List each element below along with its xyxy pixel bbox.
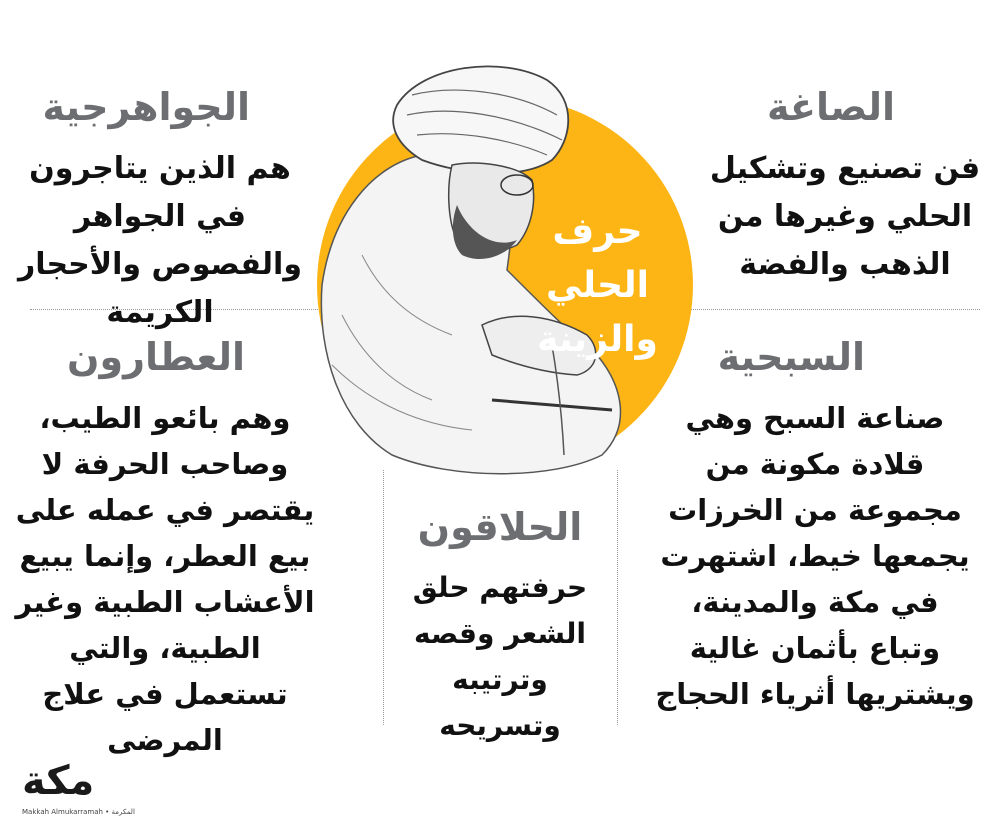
section-body-hallaq: حرفتهم حلق الشعر وقصه وترتيبه وتسريحه <box>412 570 588 742</box>
section-body-attar: وهم بائعو الطيب، وصاحب الحرفة لا يقتصر في عمله على بيع العطر، وإنما يبيع الأعشاب الطبية وغير الطبية، والتي تستعمل في علاج المرضى <box>15 400 315 757</box>
section-attar <box>10 335 320 763</box>
section-body-sayegh: فن تصنيع وتشكيل الحلي وغيرها من الذهب والفضة <box>709 150 981 282</box>
section-title-attar: العطارون <box>67 335 245 379</box>
center-title-line1: حرف الحلي <box>546 211 649 306</box>
vertical-divider-right <box>617 470 618 725</box>
center-title-line2: والزينة <box>537 319 658 360</box>
section-sobhiya <box>655 335 975 717</box>
section-jawaher <box>10 85 310 337</box>
vertical-divider-left <box>383 470 384 725</box>
section-title-sayegh: الصاغة <box>766 85 895 129</box>
section-title-hallaq: الحلاقون <box>417 505 583 549</box>
logo-subtitle: Makkah Almukarramah • المكرمة <box>22 808 135 816</box>
section-hallaq <box>400 505 600 749</box>
section-sayegh <box>700 85 990 289</box>
section-title-sobhiya: السبحية <box>717 335 865 379</box>
logo-mark: مكة <box>22 758 95 804</box>
section-body-sobhiya: صناعة السبح وهي قلادة مكونة من مجموعة من الخرزات يجمعها خيط، اشتهرت في مكة والمدينة، وتباع بأثمان غالية ويشتريها أثرياء الحجاج <box>655 400 975 711</box>
makkah-logo <box>22 758 135 830</box>
section-title-jawaher: الجواهرجية <box>42 85 250 129</box>
section-body-jawaher: هم الذين يتاجرون في الجواهر والفصوص والأحجار الكريمة <box>17 150 302 330</box>
